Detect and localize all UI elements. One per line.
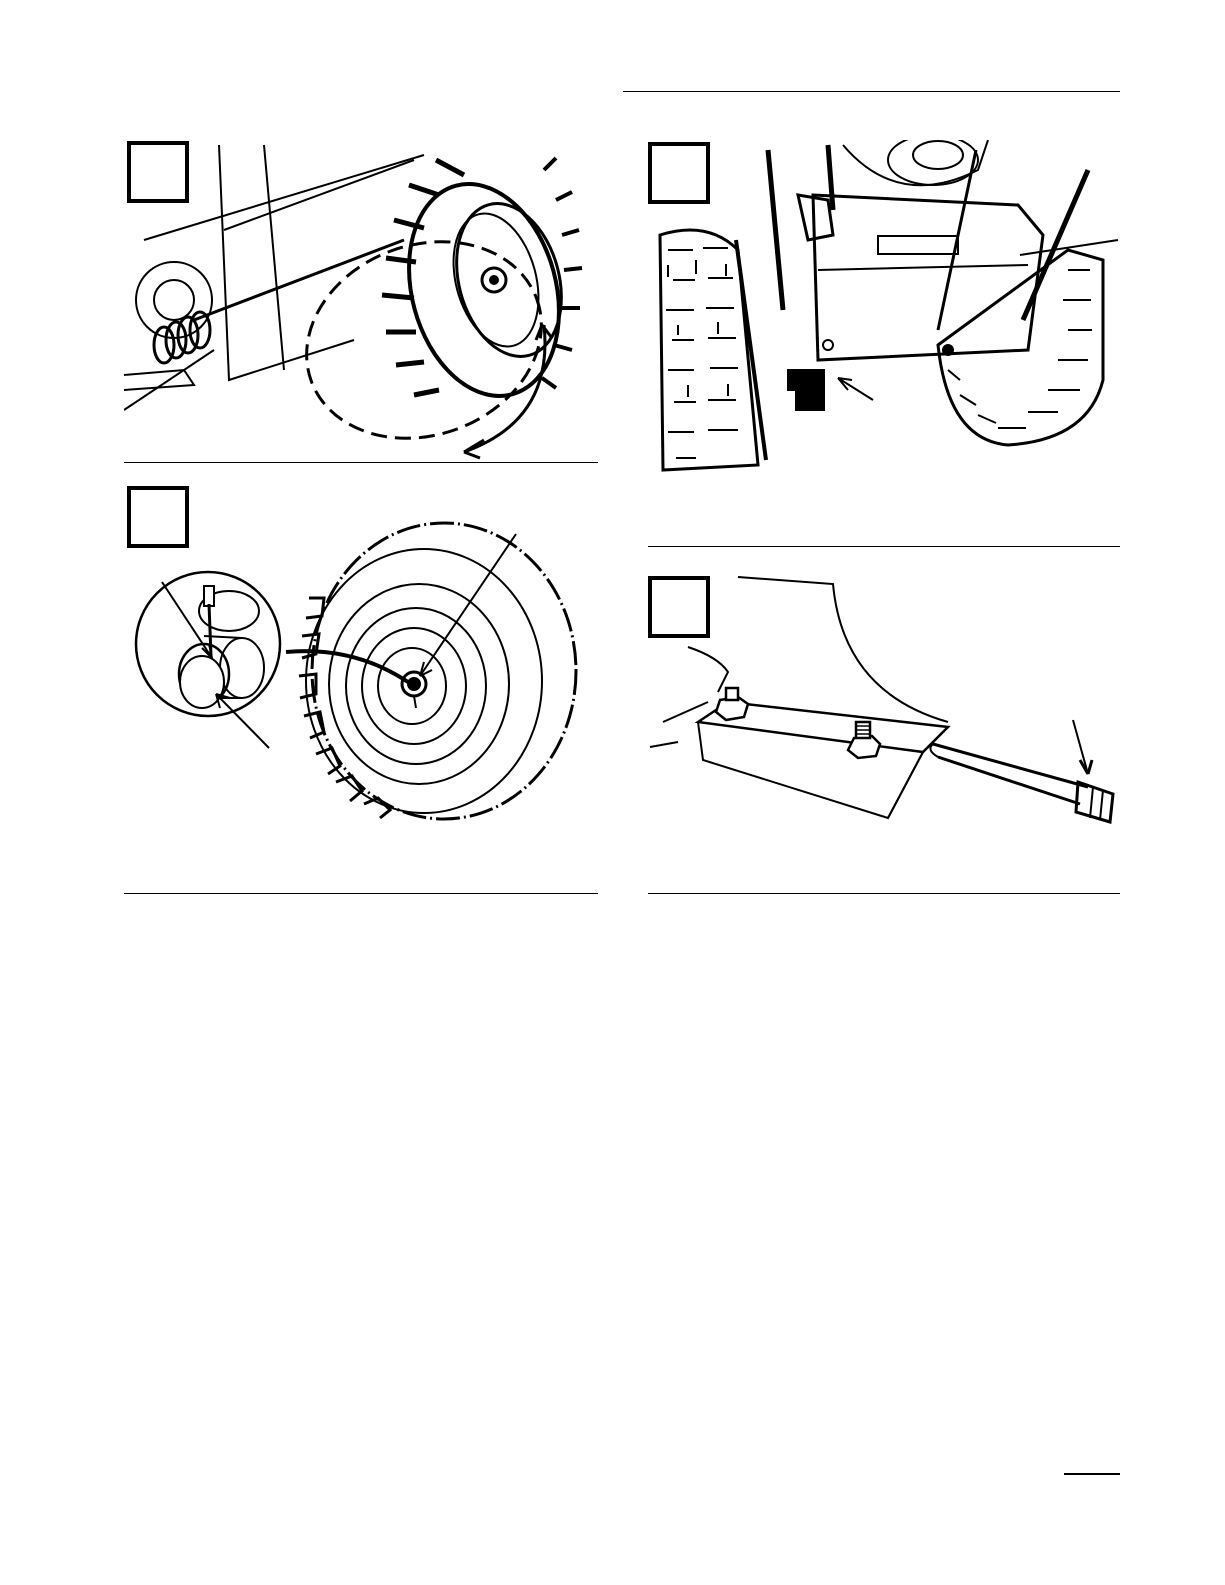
figure-number-box — [648, 142, 710, 204]
figure-number-box — [127, 486, 189, 548]
figure-drive-wheel — [124, 140, 598, 460]
figure-wheel-pin — [124, 486, 598, 826]
wheel-pin-illustration — [124, 486, 598, 826]
figure-number-box — [127, 141, 189, 203]
divider-top-right — [623, 91, 1120, 92]
divider-bottom-right — [648, 893, 1120, 894]
divider-bottom-left — [124, 893, 598, 894]
chassis-underside-illustration — [648, 140, 1120, 475]
figure-bolt-bracket — [648, 572, 1120, 832]
bolt-bracket-illustration — [648, 572, 1120, 832]
drive-wheel-illustration — [124, 140, 598, 460]
divider-mid-right — [648, 546, 1120, 547]
divider-mid-left — [124, 462, 598, 463]
figure-chassis-underside — [648, 140, 1120, 475]
figure-number-box — [648, 576, 710, 638]
page-number-rule — [1064, 1473, 1120, 1475]
